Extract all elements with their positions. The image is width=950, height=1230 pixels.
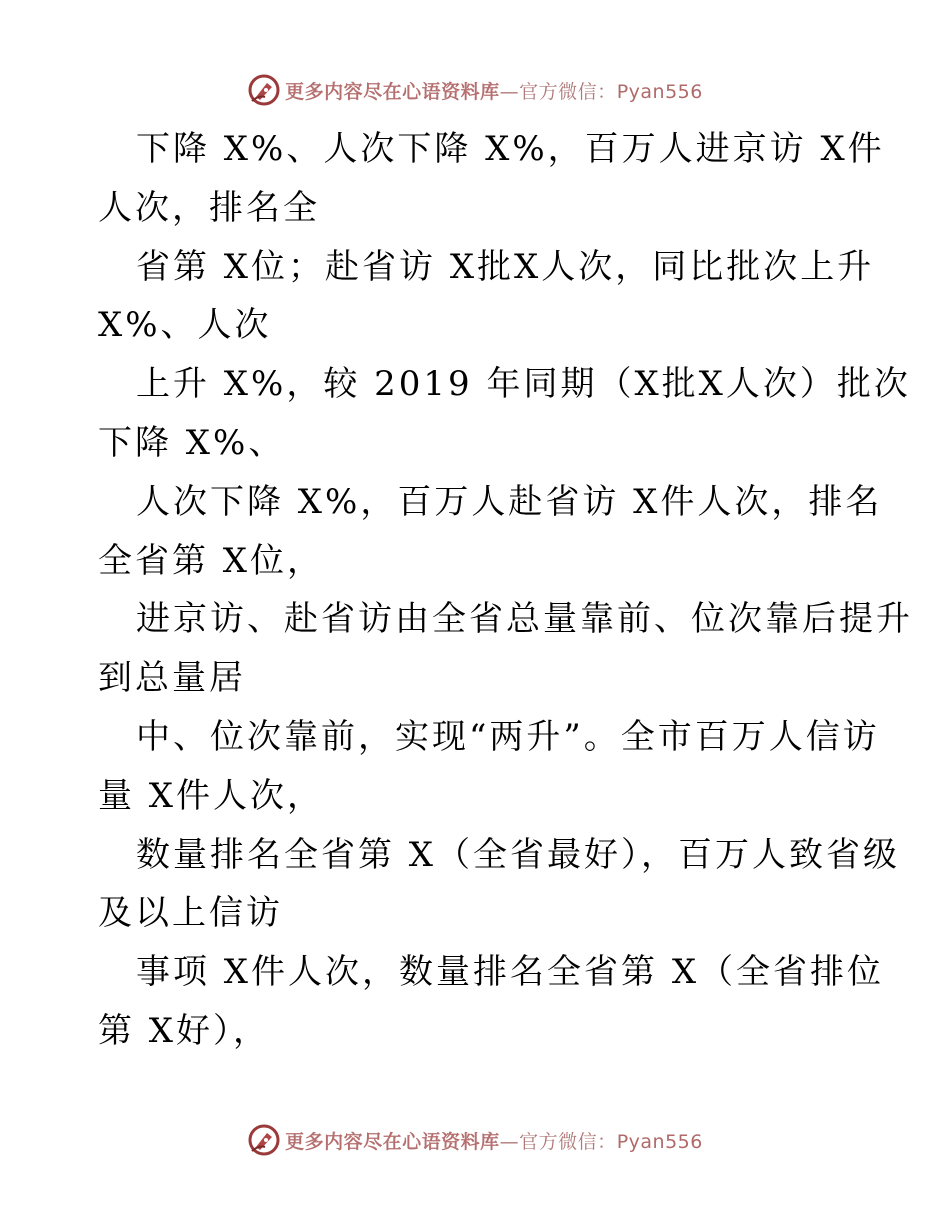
pen-nib-logo-icon [247,1123,281,1157]
body-line: X%、人次 [98,305,272,346]
header-banner-text [285,77,703,104]
footer-dash: — [499,1130,520,1153]
footer-banner-text [285,1127,703,1154]
body-line: 数量排名全省第 X（全省最好），百万人致省级 [136,834,901,875]
header-brand-text: 更多内容尽在心语资料库 [285,80,500,103]
body-line: 量 X件人次， [98,775,325,816]
footer-banner [0,1120,950,1160]
body-line: 中、位次靠前，实现“两升”。全市百万人信访 [136,716,880,757]
body-line: 下降 X%、人次下降 X%，百万人进京访 X件 [136,129,885,169]
body-line: 事项 X件人次，数量排名全省第 X（全省排位 [136,952,885,993]
body-line: 全省第 X位， [98,540,325,581]
document-body [98,120,913,1061]
header-wechat-id: Pyan556 [616,80,703,103]
body-line: 下降 X%、 [98,422,286,463]
footer-wechat-id: Pyan556 [616,1130,703,1153]
header-wechat-label: 官方微信： [519,80,617,103]
header-dash: — [499,80,520,103]
body-line: 及以上信访 [98,893,283,934]
body-line: 上升 X%，较 2019 年同期（X批X人次）批次 [136,364,911,405]
footer-wechat-label: 官方微信： [519,1130,617,1153]
body-line: 到总量居 [98,658,246,699]
footer-brand-text: 更多内容尽在心语资料库 [285,1130,500,1153]
body-line: 人次下降 X%，百万人赴省访 X件人次，排名 [136,481,883,522]
header-banner [0,70,950,110]
body-line: 人次，排名全 [98,187,320,228]
body-line: 省第 X位；赴省访 X批X人次，同比批次上升 [136,246,875,287]
pen-nib-logo-icon [247,73,281,107]
body-line: 第 X好）， [98,1010,271,1051]
body-line: 进京访、赴省访由全省总量靠前、位次靠后提升 [136,599,913,640]
